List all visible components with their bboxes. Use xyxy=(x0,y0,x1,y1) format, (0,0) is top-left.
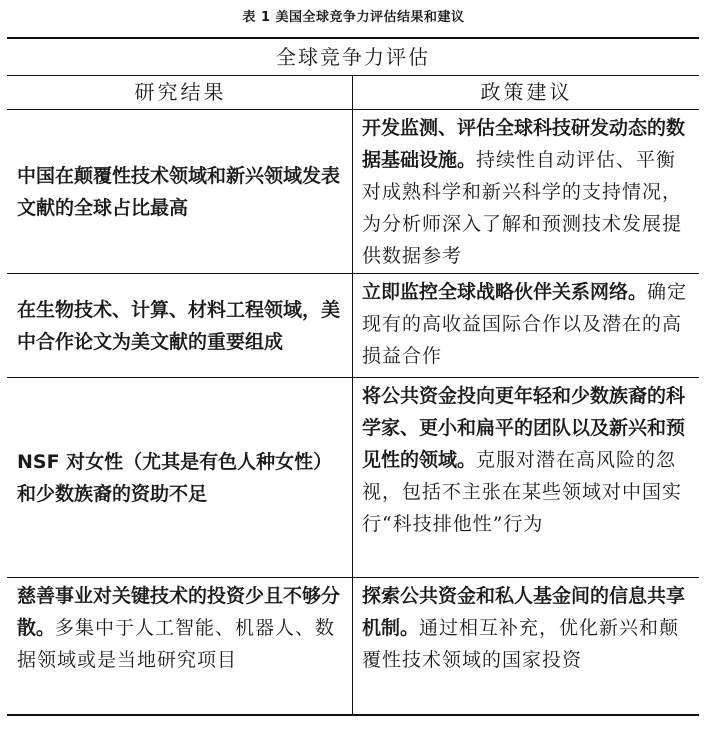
finding-bold-text: NSF 对女性（尤其是有色人种女性）和少数族裔的资助不足 xyxy=(17,450,333,505)
finding-cell xyxy=(7,110,353,273)
finding-cell xyxy=(7,274,353,377)
recommendation-cell xyxy=(353,110,699,273)
recommendation-bold-text: 将公共资金投向更年轻和少数族裔的科学家、更小和扁平的团队以及新兴和预见性的领域。 xyxy=(362,385,686,471)
recommendation-bold-text: 探索公共资金和私人基金间的信息共享机制。 xyxy=(362,585,686,639)
recommendation-normal-text: 持续性自动评估、平衡对成熟科学和新兴科学的支持情况，为分析师深入了解和预测技术发展提供数据参考 xyxy=(362,149,683,267)
table-row xyxy=(7,274,699,378)
recommendation-bold-text: 开发监测、评估全球科技研发动态的数据基础设施。 xyxy=(362,117,686,171)
finding-cell xyxy=(7,578,353,714)
section-title: 全球竞争力评估 xyxy=(7,39,699,76)
table-row xyxy=(7,378,699,578)
recommendation-normal-text: 通过相互补充，优化新兴和颠覆性技术领域的国家投资 xyxy=(362,617,680,671)
finding-cell xyxy=(7,378,353,577)
table-header-row xyxy=(7,76,699,110)
recommendation-cell xyxy=(353,578,699,714)
finding-bold-text: 慈善事业对关键技术的投资少且不够分散。 xyxy=(17,585,341,639)
finding-bold-text: 在生物技术、计算、材料工程领域，美中合作论文为美文献的重要组成 xyxy=(17,298,341,353)
assessment-table xyxy=(7,37,699,716)
recommendation-cell xyxy=(353,274,699,377)
recommendation-normal-text: 确定现有的高收益国际合作以及潜在的高损益合作 xyxy=(362,281,688,367)
recommendation-bold-text: 立即监控全球战略伙伴关系网络。 xyxy=(362,281,648,303)
table-caption: 表 1 美国全球竞争力评估结果和建议 xyxy=(242,10,465,25)
table-row xyxy=(7,110,699,274)
recommendation-cell xyxy=(353,378,699,577)
finding-bold-text: 中国在颠覆性技术领域和新兴领域发表文献的全球占比最高 xyxy=(17,164,341,219)
table-row xyxy=(7,578,699,714)
header-recommendations: 政策建议 xyxy=(480,80,573,104)
header-findings: 研究结果 xyxy=(7,76,353,109)
recommendation-normal-text: 克服对潜在高风险的忽视，包括不主张在某些领域对中国实行“科技排他性”行为 xyxy=(362,449,683,535)
finding-normal-text: 多集中于人工智能、机器人、数据领域或是当地研究项目 xyxy=(17,617,336,671)
